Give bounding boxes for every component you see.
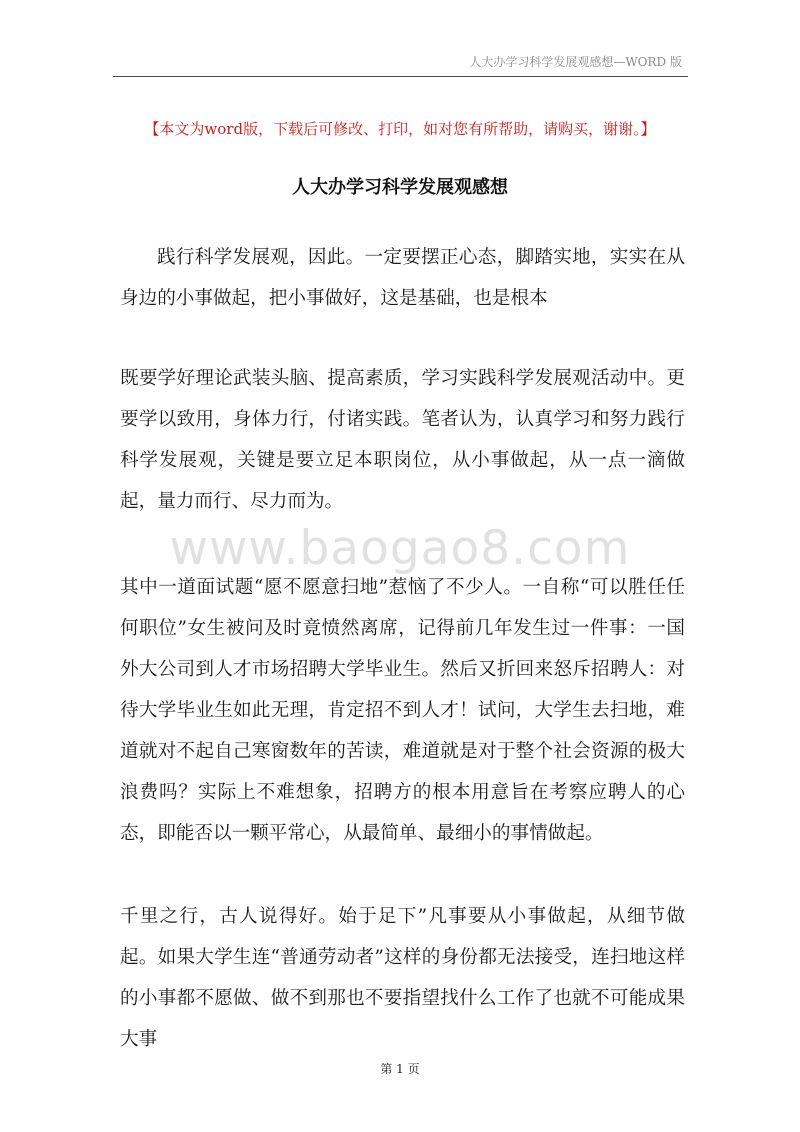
paragraph-4: 千里之行，古人说得好。始于足下”凡事要从小事做起，从细节做起。如果大学生连“普通劳动者”这样的身份都无法接受，连扫地这样的小事都不愿做、做不到那也不要指望找什么工作了也就不可能成果大事 [120,906,685,1050]
watermark: www.baogao8.com [169,521,631,576]
document-title: 人大办学习科学发展观感想 [292,177,508,198]
header-divider [113,76,688,77]
page-number: 第 1 页 [380,1062,420,1076]
paragraph-2: 既要学好理论武装头脑、提高素质，学习实践科学发展观活动中。更要学以致用，身体力行，付诸实践。笔者认为，认真学习和努力践行科学发展观，关键是要立足本职岗位，从小事做起，从一点一滴做起，量力而行、尽力而为。 [120,368,685,512]
paragraph-1: 践行科学发展观，因此。一定要摆正心态，脚踏实地，实实在从身边的小事做起，把小事做好，这是基础，也是根本 [120,247,685,309]
paragraph-3: 其中一道面试题“愿不愿意扫地”惹恼了不少人。一自称“可以胜任任何职位”女生被问及时竟愤然离席，记得前几年发生过一件事：一国外大公司到人才市场招聘大学毕业生。然后又折回来怒斥招聘人：对待大学毕业生如此无理，肯定招不到人才！试问，大学生去扫地，难道就对不起自己寒窗数年的苦读，难道就是对于整个社会资源的极大浪费吗？实际上不难想象，招聘方的根本用意旨在考察应聘人的心态，即能否以一颗平常心，从最简单、最细小的事情做起。 [120,577,685,844]
download-notice: 【本文为word版，下载后可修改、打印，如对您有所帮助，请购买，谢谢。】 [144,120,656,138]
running-header: 人大办学习科学发展观感想—WORD 版 [469,55,682,69]
